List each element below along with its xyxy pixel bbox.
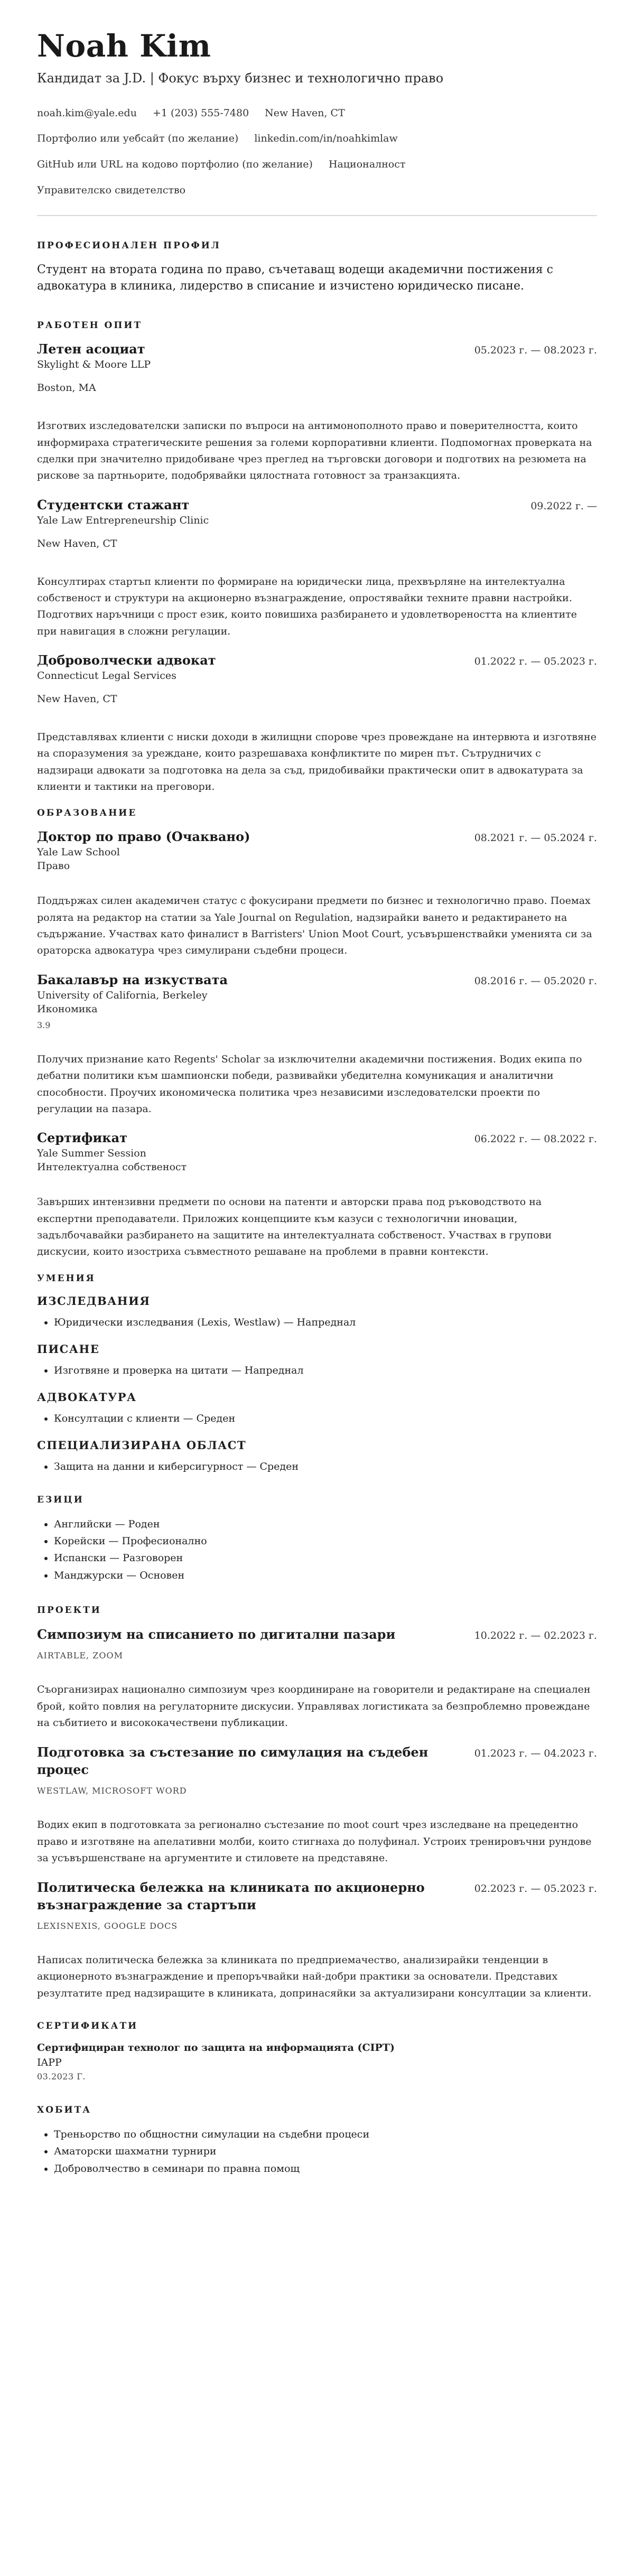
education-description: Получих признание като Regents' Scholar за изключителни академични постижения. Водих екипа по дебатни политики към шампионски победи, развивайки убедителна комуникация и аналитични способности. Проучих икономическа политика чрез независими изследователски проекти по регулации на пазара. [37,1053,582,1115]
school: University of California, Berkeley [37,989,208,1001]
section-title: ХОБИТА [37,2105,92,2115]
section-title: ОБРАЗОВАНИЕ [37,808,137,819]
education-dates: 06.2022 г. — 08.2022 г. [474,1133,597,1145]
skill-category: ИЗСЛЕДВАНИЯ [37,1294,151,1308]
school: Yale Summer Session [37,1147,146,1160]
nationality: Националност [328,158,406,171]
experience-entry [37,341,597,484]
employer: Connecticut Legal Services [37,670,176,682]
skill-category: ПИСАНЕ [37,1342,100,1356]
job-description: Изготвих изследователски записки по въпроси на антимонополното право и поверителността, които информираха стратегическите решения за големи корпоративни клиенти. Подпомогнах проверката на сделки при значително придобиване чрез преглед на търговски договори и подготвих на резюмета на рискове за партньорите, подобрявайки цялостната готовност за транзакцията. [37,420,592,482]
project-tools: LEXISNEXIS, GOOGLE DOCS [37,1920,178,1931]
education-entry [37,972,597,1117]
languages-section [37,1495,597,1584]
degree: Сертификат [37,1130,128,1146]
gpa: 3.9 [37,1020,51,1030]
certifications-section [37,2021,597,2082]
section-title: ПРОФЕСИОНАЛЕН ПРОФИЛ [37,240,221,251]
skill-group [37,1439,597,1475]
certification-name: Сертифициран технолог по защита на информацията (CIPT) [37,2042,395,2054]
education-entry [37,1130,597,1260]
language-item: • Корейски — Професионално [54,1533,597,1550]
job-location: New Haven, CT [37,693,117,705]
skill-item: • Изготвяне и проверка на цитати — Напреднал [54,1362,597,1379]
section-title: ПРОЕКТИ [37,1604,101,1616]
project-dates: 02.2023 г. — 05.2023 г. [474,1883,597,1895]
project-entry [37,1879,597,2002]
job-dates: 01.2022 г. — 05.2023 г. [474,656,597,668]
project-tools: AIRTABLE, ZOOM [37,1650,123,1661]
hobbies-section [37,2105,597,2177]
experience-entry [37,497,597,640]
project-dates: 10.2022 г. — 02.2023 г. [474,1629,597,1641]
projects-section [37,1605,597,2002]
portfolio-link[interactable]: Портфолио или уебсайт (по желание) [37,133,239,145]
section-title: ЕЗИЦИ [37,1494,84,1505]
header-divider [37,215,597,216]
certification-entry [37,2042,597,2082]
employer: Skylight & Moore LLP [37,359,151,371]
skills-section [37,1273,597,1476]
headline: Кандидат за J.D. | Фокус върху бизнес и технологично право [37,70,444,86]
experience-section [37,320,597,795]
project-description: Съорганизирах национално симпозиум чрез координиране на говорители и редактиране на специален брой, който повлия на регулаторните дискусии. Управлявах логистиката за безпроблемно провеждане на събитието и висококачествени публикации. [37,1684,591,1729]
degree: Доктор по право (Очаквано) [37,829,250,845]
project-dates: 01.2023 г. — 04.2023 г. [474,1748,597,1760]
education-dates: 08.2021 г. — 05.2024 г. [474,832,597,844]
job-title: Студентски стажант [37,497,190,512]
skill-category: СПЕЦИАЛИЗИРАНА ОБЛАСТ [37,1439,247,1452]
education-entry [37,829,597,959]
language-item: • Испански — Разговорен [54,1550,597,1566]
education-dates: 08.2016 г. — 05.2020 г. [474,975,597,987]
hobby-item: • Доброволчество в семинари по правна помощ [54,2160,597,2177]
field-of-study: Право [37,860,70,872]
school: Yale Law School [37,846,120,858]
job-description: Представлявах клиенти с ниски доходи в жилищни спорове чрез провеждане на интервюта и изготвяне на споразумения за уреждане, които разрешаваха конфликтите по мирен път. Сътрудничих с надзираци адвокати за подготовка на дела за съд, придобивайки практически опит в адвокатурата за клиенти и тактики на преговори. [37,731,596,793]
project-name: Подготовка за състезание по симулация на съдебен процес [37,1744,428,1777]
hobby-item: • Треньорство по общностни симулации на съдебни процеси [54,2126,597,2143]
certification-issuer: IAPP [37,2057,62,2068]
contact-block [37,107,597,197]
linkedin-link[interactable]: linkedin.com/in/noahkimlaw [254,133,398,145]
project-name: Симпозиум на списанието по дигитални пазари [37,1626,396,1642]
skill-group [37,1342,597,1379]
skill-item: • Юридически изследвания (Lexis, Westlaw) — Напреднал [54,1314,597,1331]
location: New Haven, CT [265,107,345,119]
section-title: РАБОТЕН ОПИТ [37,320,143,331]
language-item: • Английски — Роден [54,1516,597,1533]
skill-category: АДВОКАТУРА [37,1390,137,1404]
project-entry [37,1744,597,1866]
profile-section [37,240,597,295]
education-description: Завърших интензивни предмети по основи на патенти и авторски права под ръководството на експертни преподаватели. Приложих концепциите към казуси с технологични иновации, задълбочавайки разбирането на защитите на интелектуалната собственост. Участвах в групови дискусии, които изостриха съвместното решаване на проблеми в правни контексти. [37,1196,552,1258]
project-tools: WESTLAW, MICROSOFT WORD [37,1786,187,1796]
job-dates: 05.2023 г. — 08.2023 г. [474,344,597,357]
degree: Бакалавър на изкуствата [37,972,228,987]
hobby-item: • Аматорски шахматни турнири [54,2143,597,2160]
github-link[interactable]: GitHub или URL на кодово портфолио (по желание) [37,158,313,171]
section-title: УМЕНИЯ [37,1273,96,1284]
project-description: Написах политическа бележка за клиниката по предприемачество, анализирайки тенденции в акционерното възнаграждение и препоръчвайки най-добри практики за основатели. Представих резултатите пред надзиращите в клиниката, допринасяйки за актуализирани консултации за клиенти. [37,1954,592,1999]
certification-date: 03.2023 Г. [37,2071,86,2082]
skill-group [37,1294,597,1331]
language-item: • Манджурски — Основен [54,1567,597,1584]
email[interactable]: noah.kim@yale.edu [37,107,137,119]
skill-group [37,1390,597,1427]
experience-entry [37,652,597,795]
project-entry [37,1626,597,1731]
resume-header [37,30,597,197]
job-title: Летен асоциат [37,341,145,357]
candidate-name: Noah Kim [37,28,211,64]
project-description: Водих екип в подготовката за регионално състезание по moot court чрез изследване на прецедентно право и изготвяне на апелативни молби, които стигнаха до полуфинал. Устроих тренировъчни рундове за усъвършенстване на аргументите и стиловете на представяне. [37,1819,592,1864]
section-title: СЕРТИФИКАТИ [37,2021,138,2031]
project-name: Политическа бележка на клиниката по акционерно възнаграждение за стартъпи [37,1880,425,1912]
field-of-study: Интелектуална собственост [37,1161,187,1173]
job-location: Boston, MA [37,382,96,394]
profile-summary: Студент на втората година по право, съчетаващ водещи академични постижения с адвокатура в клиника, лидерство в списание и изчистено юридическо писане. [37,263,553,293]
employer: Yale Law Entrepreneurship Clinic [37,514,209,526]
skill-item: • Консултации с клиенти — Среден [54,1410,597,1427]
job-description: Консултирах стартъп клиенти по формиране на юридически лица, прехвърляне на интелектуална собственост и структури на акционерно възнаграждение, опростявайки техните правни настройки. Подготвих наръчници с прост език, които повишиха разбирането и удовлетвореността на клиентите при навигация в сложни регулации. [37,575,577,637]
field-of-study: Икономика [37,1003,98,1015]
phone[interactable]: +1 (203) 555-7480 [152,107,249,119]
job-title: Доброволчески адвокат [37,652,216,668]
job-dates: 09.2022 г. — [530,500,597,512]
job-location: New Haven, CT [37,537,117,549]
education-description: Поддържах силен академичен статус с фокусирани предмети по бизнес и технологично право. Поемах ролята на редактор на статии за Yale Journal on Regulation, надзирайки ването и редактирането на съдържание. Участвах като финалист в Barristers' Union Moot Court, усъвършенствайки уменията си за ораторска адвокатура чрез симулирани съдебни процеси. [37,895,592,957]
education-section [37,808,597,1260]
drivers-license: Управителско свидетелство [37,184,186,196]
skill-item: • Защита на данни и киберсигурност — Среден [54,1458,597,1475]
